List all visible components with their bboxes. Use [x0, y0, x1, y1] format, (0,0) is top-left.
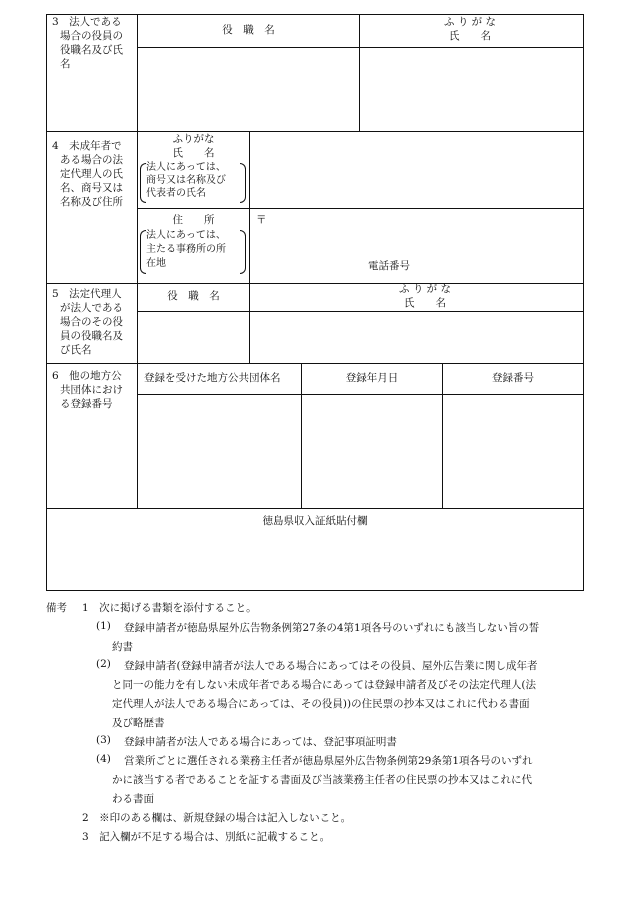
sec4-label-line: 定代理人の氏: [60, 168, 123, 180]
sec4-addr-label: 住 所: [172, 214, 215, 226]
sec6-label-line: 共団体におけ: [60, 384, 123, 396]
note-item-num: (2): [96, 658, 111, 670]
sec3-col-name: 氏 名: [449, 30, 491, 42]
note-item-text: 約書: [112, 641, 133, 653]
note-item-text: 登録申請者が徳島県屋外広告物条例第27条の4第1項各号のいずれにも該当しない旨の誓: [124, 622, 540, 634]
sec3-label-line: 3 法人である: [52, 16, 122, 28]
paren-right-icon: [240, 230, 246, 274]
sec4-name-label: 氏 名: [172, 147, 215, 159]
note-item-text: 及び略歴書: [112, 717, 165, 729]
note-3: 3 記入欄が不足する場合は、別紙に記載すること。: [82, 831, 331, 843]
sec5-title-field[interactable]: [138, 312, 249, 363]
note-item-text: 営業所ごとに選任される業務主任者が徳島県屋外広告物条例第29条第1項各号のいずれ: [124, 755, 533, 767]
phone-label: 電話番号: [368, 260, 410, 272]
sec5-col-kana: ふ り が な: [398, 283, 451, 295]
sec3-label-line: 場合の役員の: [60, 30, 123, 42]
revenue-stamp-area[interactable]: [47, 509, 583, 590]
sec5-name-field[interactable]: [250, 312, 583, 363]
note-item-text: 定代理人が法人である場合にあっては、その役員))の住民票の抄本又はこれに代わる書面: [112, 698, 530, 710]
sec4-label-line: 名称及び住所: [60, 196, 123, 208]
sec5-label-line: び氏名: [60, 344, 92, 356]
note-item-num: (3): [96, 734, 111, 746]
sec5-label-line: 員の役職名及: [60, 330, 123, 342]
sec4-address-field[interactable]: [250, 209, 583, 283]
sec6-date-field[interactable]: [302, 395, 442, 508]
sec6-col-number: 登録番号: [492, 372, 534, 384]
sec4-name-note: 代表者の氏名: [146, 188, 206, 199]
sec4-kana-label: ふりがな: [172, 133, 215, 145]
note-item-text: かに該当する者であることを証する書面及び当該業務主任者の住民票の抄本又はこれに代: [112, 774, 532, 786]
sec6-number-field[interactable]: [443, 395, 583, 508]
sec4-addr-note: 主たる事務所の所: [146, 244, 226, 255]
sec5-label-line: が法人である: [60, 302, 123, 314]
sec3-name-field[interactable]: [360, 48, 583, 131]
note-1: 1 次に掲げる書類を添付すること。: [82, 602, 257, 614]
sec5-col-title: 役 職 名: [167, 290, 220, 302]
sec4-addr-note: 法人にあっては、: [146, 230, 226, 241]
note-item-text: わる書面: [112, 793, 154, 805]
sec5-col-name: 氏 名: [404, 297, 446, 309]
sec3-title-field[interactable]: [138, 48, 359, 131]
note-item-num: (1): [96, 620, 111, 632]
stamp-label: 徳島県収入証紙貼付欄: [262, 515, 368, 527]
sec4-label-line: 名、商号又は: [60, 182, 123, 194]
sec5-label-line: 5 法定代理人: [52, 288, 122, 300]
sec4-name-field[interactable]: [250, 132, 583, 208]
note-2: 2 ※印のある欄は、新規登録の場合は記入しないこと。: [82, 812, 352, 824]
notes-head: 備考: [46, 602, 67, 614]
sec4-addr-note: 在地: [146, 258, 166, 269]
note-item-text: 登録申請者(登録申請者が法人である場合にあってはその役員、屋外広告業に関し成年者: [124, 660, 538, 672]
sec6-col-authority: 登録を受けた地方公共団体名: [144, 372, 281, 384]
sec4-label-line: ある場合の法: [60, 154, 123, 166]
sec3-col-kana: ふ り が な: [443, 16, 496, 28]
sec6-authority-field[interactable]: [138, 395, 301, 508]
sec4-name-note: 商号又は名称及び: [146, 175, 226, 186]
sec3-label-line: 名: [60, 58, 71, 70]
sec3-label-line: 役職名及び氏: [60, 44, 123, 56]
note-item-num: (4): [96, 753, 111, 765]
postal-mark: 〒: [256, 214, 267, 226]
paren-right-icon: [240, 163, 246, 203]
sec5-label-line: 場合のその役: [60, 316, 123, 328]
sec6-col-date: 登録年月日: [345, 372, 399, 384]
note-item-text: 登録申請者が法人である場合にあっては、登記事項証明書: [124, 736, 397, 748]
note-item-text: と同一の能力を有しない未成年者である場合にあっては登録申請者及びその法定代理人(法: [112, 679, 536, 691]
sec4-name-note: 法人にあっては、: [146, 162, 226, 173]
sec3-col-title: 役 職 名: [222, 24, 275, 36]
sec6-label-line: 6 他の地方公: [52, 370, 122, 382]
sec6-label-line: る登録番号: [60, 398, 113, 410]
sec4-label-line: 4 未成年者で: [52, 140, 122, 152]
